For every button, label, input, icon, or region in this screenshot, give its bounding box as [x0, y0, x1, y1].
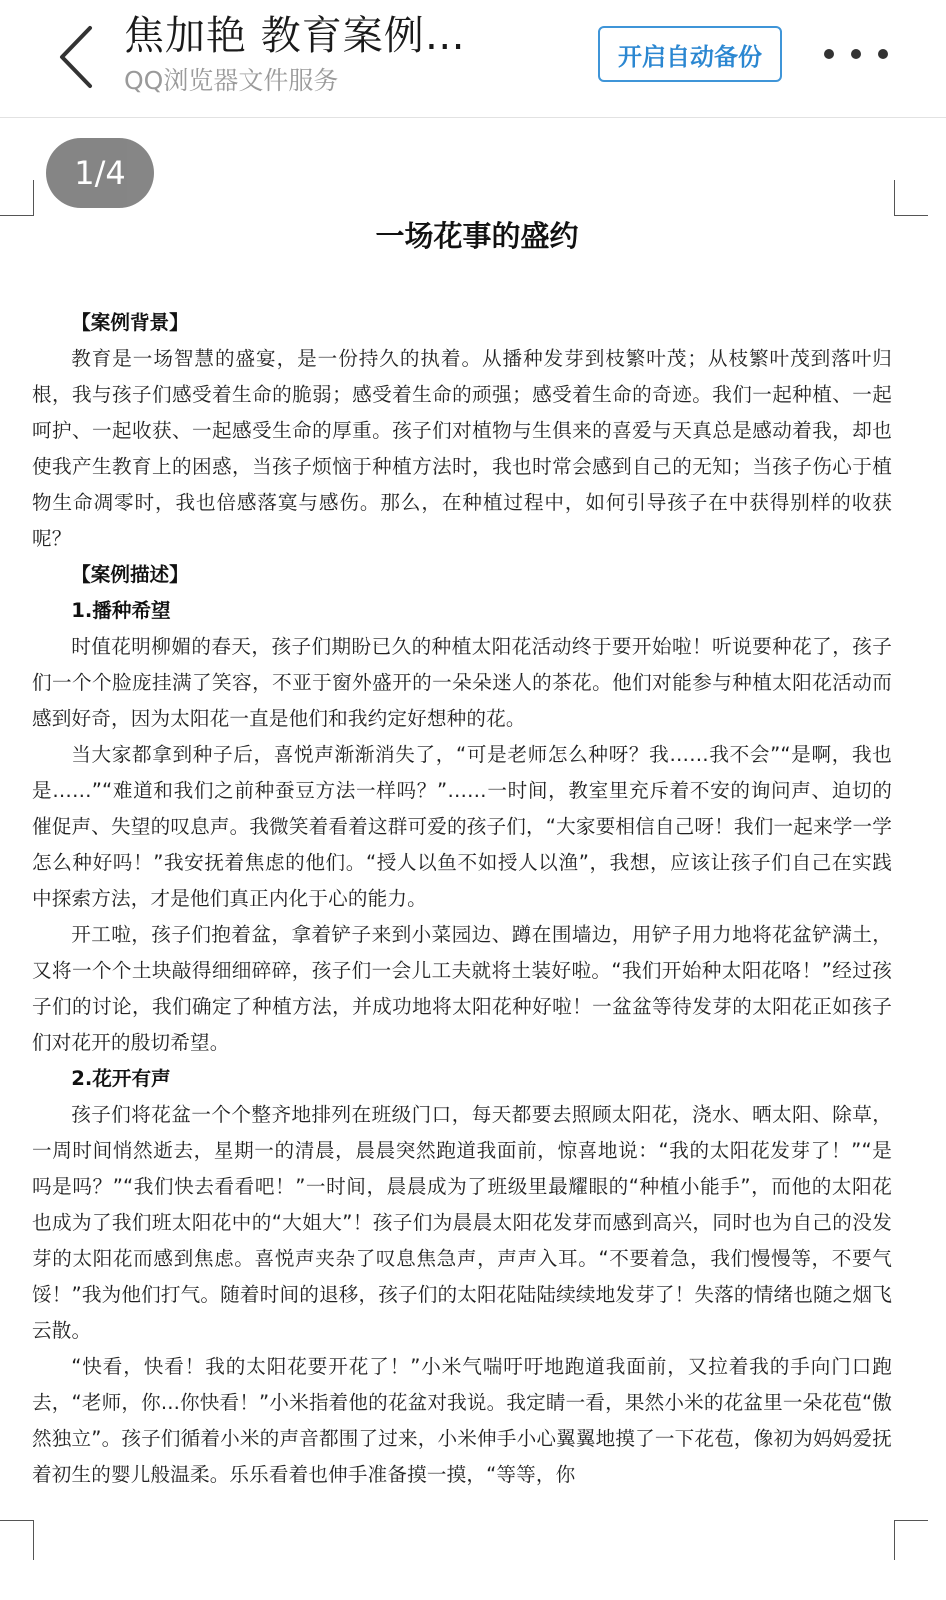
page-indicator: 1/4	[46, 138, 154, 208]
paragraph: 开工啦，孩子们抱着盆，拿着铲子来到小菜园边、蹲在围墙边，用铲子用力地将花盆铲满土，又将一个个土块敲得细细碎碎，孩子们一会儿工夫就将土装好啦。“我们开始种太阳花咯！”经过孩子们的讨论，我们确定了种植方法，并成功地将太阳花种好啦！一盆盆等待发芽的太阳花正如孩子们对花开的殷切希望。	[32, 923, 892, 1054]
crop-mark-bottom-left	[0, 1520, 34, 1560]
more-options-button[interactable]	[824, 36, 888, 72]
paragraph: 孩子们将花盆一个个整齐地排列在班级门口，每天都要去照顾太阳花，浇水、晒太阳、除草，一周时间悄然逝去，星期一的清晨，晨晨突然跑道我面前，惊喜地说：“我的太阳花发芽了！”“是吗是吗？”“我们快去看看吧！”一时间，晨晨成为了班级里最耀眼的“种植小能手”，而他的太阳花也成为了我们班太阳花中的“大姐大”！孩子们为晨晨太阳花发芽而感到高兴，同时也为自己的没发芽的太阳花而感到焦虑。喜悦声夹杂了叹息焦急声，声声入耳。“不要着急，我们慢慢等，不要气馁！”我为他们打气。随着时间的退移，孩子们的太阳花陆陆续续地发芽了！失落的情绪也随之烟飞云散。	[32, 1103, 892, 1342]
paragraph: 当大家都拿到种子后，喜悦声渐渐消失了，“可是老师怎么种呀？我……我不会”“是啊，我也是……”“难道和我们之前种蚕豆方法一样吗？”……一时间，教室里充斥着不安的询问声、迫切的催促声、失望的叹息声。我微笑着看着这群可爱的孩子们，“大家要相信自己呀！我们一起来学一学怎么种好吗！”我安抚着焦虑的他们。“授人以鱼不如授人以渔”，我想，应该让孩子们自己在实践中探索方法，才是他们真正内化于心的能力。	[32, 743, 892, 910]
paragraph: 时值花明柳媚的春天，孩子们期盼已久的种植太阳花活动终于要开始啦！听说要种花了，孩子们一个个脸庞挂满了笑容，不亚于窗外盛开的一朵朵迷人的茶花。他们对能参与种植太阳花活动而感到好奇，因为太阳花一直是他们和我约定好想种的花。	[32, 635, 892, 730]
title-block	[124, 10, 584, 98]
document-page	[32, 212, 892, 1493]
auto-backup-button[interactable]: 开启自动备份	[598, 26, 782, 82]
crop-mark-bottom-right	[894, 1520, 928, 1560]
back-button[interactable]	[52, 22, 108, 92]
section-heading: 【案例背景】	[71, 311, 189, 334]
crop-mark-top-right	[894, 180, 928, 216]
document-title: 焦加艳 教育案例…	[124, 13, 466, 59]
document-subtitle: QQ浏览器文件服务	[124, 66, 339, 95]
more-dots-icon	[824, 49, 834, 59]
subsection-heading: 1.播种希望	[71, 599, 171, 622]
article-title: 一场花事的盛约	[375, 219, 579, 253]
more-dots-icon	[851, 49, 861, 59]
more-dots-icon	[878, 49, 888, 59]
subsection-heading: 2.花开有声	[71, 1067, 171, 1090]
paragraph: 教育是一场智慧的盛宴，是一份持久的执着。从播种发芽到枝繁叶茂；从枝繁叶茂到落叶归根，我与孩子们感受着生命的脆弱；感受着生命的顽强；感受着生命的奇迹。我们一起种植、一起呵护、一起收获、一起感受生命的厚重。孩子们对植物与生俱来的喜爱与天真总是感动着我，却也使我产生教育上的困惑，当孩子烦恼于种植方法时，我也时常会感到自己的无知；当孩子伤心于植物生命凋零时，我也倍感落寞与感伤。那么，在种植过程中，如何引导孩子在中获得别样的收获呢？	[32, 347, 892, 550]
crop-mark-top-left	[0, 180, 34, 216]
section-heading: 【案例描述】	[71, 563, 189, 586]
top-bar	[0, 0, 946, 118]
paragraph: “快看，快看！我的太阳花要开花了！”小米气喘吁吁地跑道我面前，又拉着我的手向门口跑去，“老师，你...你快看！”小米指着他的花盆对我说。我定睛一看，果然小米的花盆里一朵花苞“傲然独立”。孩子们循着小米的声音都围了过来，小米伸手小心翼翼地摸了一下花苞，像初为妈妈爱抚着初生的婴儿般温柔。乐乐看着也伸手准备摸一摸，“等等，你	[32, 1355, 892, 1486]
chevron-left-icon	[52, 22, 108, 92]
